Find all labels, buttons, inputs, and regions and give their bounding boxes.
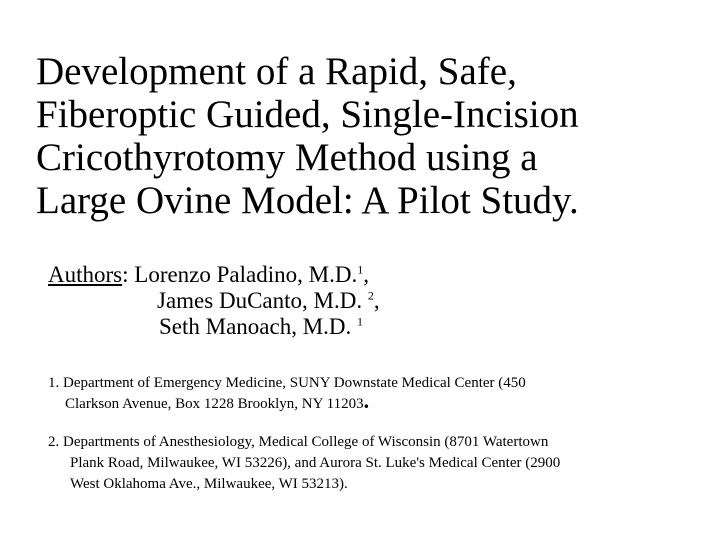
author-row (48, 262, 688, 288)
affiliation-line: Plank Road, Milwaukee, WI 53226), and Aurora St. Luke's Medical Center (2900 (70, 455, 561, 471)
affiliation-end-mark: . (363, 388, 370, 413)
affiliation-text: Clarkson Avenue, Box 1228 Brooklyn, NY 11203 (65, 396, 364, 412)
author-name: Seth Manoach, M.D. (159, 314, 358, 339)
author-name: James DuCanto, M.D. (157, 288, 368, 313)
author-name: Lorenzo Paladino, M.D. (134, 262, 358, 287)
affiliation-line: 2. Departments of Anesthesiology, Medical College of Wisconsin (8701 Watertown (48, 434, 549, 450)
affiliation-line (48, 388, 718, 415)
authors-separator: : (122, 262, 135, 287)
authors-block (48, 262, 688, 340)
author-row (48, 314, 688, 340)
affiliation-1 (48, 373, 718, 415)
affiliation-line: West Oklahoma Ave., Milwaukee, WI 53213). (70, 476, 348, 492)
affiliation-marker: 1 (357, 262, 364, 277)
title-line: Fiberoptic Guided, Single-Incision (36, 93, 579, 136)
authors-label: Authors (48, 262, 123, 287)
affiliation-marker: 2 (367, 288, 374, 303)
author-row (48, 288, 688, 314)
title-line: Development of a Rapid, Safe, (36, 50, 517, 93)
title-line: Large Ovine Model: A Pilot Study. (36, 179, 579, 222)
title-line: Cricothyrotomy Method using a (36, 136, 538, 179)
author-trail: , (373, 288, 380, 313)
affiliation-marker: 1 (357, 314, 364, 329)
author-trail: , (363, 262, 369, 287)
affiliation-2 (48, 432, 718, 495)
affiliation-line: 1. Department of Emergency Medicine, SUNY Downstate Medical Center (450 (48, 375, 526, 391)
slide-title (36, 50, 716, 222)
